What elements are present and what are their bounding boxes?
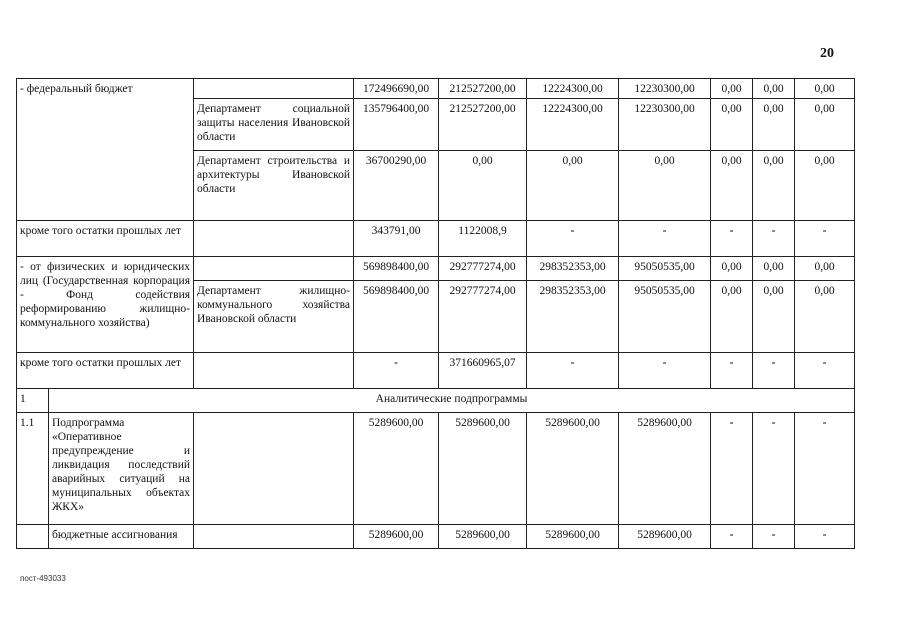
table-row bbox=[17, 525, 855, 549]
section-title: Аналитические подпрограммы bbox=[49, 389, 855, 413]
value-cell: - bbox=[527, 353, 619, 389]
value-cell: 0,00 bbox=[439, 151, 527, 221]
value-cell: 0,00 bbox=[753, 257, 795, 281]
value-cell: 292777274,00 bbox=[439, 257, 527, 281]
value-cell: - bbox=[354, 353, 439, 389]
value-cell: 0,00 bbox=[795, 99, 855, 151]
dept-cell bbox=[194, 413, 354, 525]
row-label: кроме того остатки прошлых лет bbox=[17, 221, 194, 257]
value-cell: 5289600,00 bbox=[439, 413, 527, 525]
value-cell: 212527200,00 bbox=[439, 79, 527, 99]
value-cell: 5289600,00 bbox=[354, 413, 439, 525]
table-row bbox=[17, 413, 855, 525]
value-cell: 5289600,00 bbox=[527, 413, 619, 525]
row-label: - от физических и юридических лиц (Государственная корпорация - Фонд содействия реформированию жилищно-коммунального хозяйства) bbox=[17, 257, 194, 353]
value-cell: 0,00 bbox=[795, 281, 855, 353]
value-cell: 95050535,00 bbox=[619, 281, 711, 353]
value-cell: 12230300,00 bbox=[619, 99, 711, 151]
dept-cell: Департамент социальной защиты населения Ивановской области bbox=[194, 99, 354, 151]
value-cell: 0,00 bbox=[711, 99, 753, 151]
value-cell: - bbox=[795, 221, 855, 257]
row-label: кроме того остатки прошлых лет bbox=[17, 353, 194, 389]
dept-cell bbox=[194, 79, 354, 99]
value-cell: 1122008,9 bbox=[439, 221, 527, 257]
dept-cell: Департамент жилищно-коммунального хозяйства Ивановской области bbox=[194, 281, 354, 353]
value-cell: 0,00 bbox=[711, 79, 753, 99]
table-row bbox=[17, 221, 855, 257]
dept-cell bbox=[194, 221, 354, 257]
value-cell: 0,00 bbox=[753, 79, 795, 99]
value-cell: 172496690,00 bbox=[354, 79, 439, 99]
value-cell: 569898400,00 bbox=[354, 257, 439, 281]
value-cell: 135796400,00 bbox=[354, 99, 439, 151]
value-cell: - bbox=[795, 353, 855, 389]
value-cell: 95050535,00 bbox=[619, 257, 711, 281]
row-label: - федеральный бюджет bbox=[17, 79, 194, 221]
value-cell: - bbox=[619, 221, 711, 257]
value-cell: 0,00 bbox=[795, 257, 855, 281]
table-row bbox=[17, 257, 855, 281]
value-cell: 0,00 bbox=[753, 99, 795, 151]
value-cell: 292777274,00 bbox=[439, 281, 527, 353]
row-label: бюджетные ассигнования bbox=[49, 525, 194, 549]
value-cell: - bbox=[711, 221, 753, 257]
value-cell: 0,00 bbox=[711, 281, 753, 353]
value-cell: 0,00 bbox=[795, 79, 855, 99]
value-cell: 212527200,00 bbox=[439, 99, 527, 151]
value-cell: 12230300,00 bbox=[619, 79, 711, 99]
dept-cell bbox=[194, 353, 354, 389]
value-cell: - bbox=[795, 413, 855, 525]
value-cell: 298352353,00 bbox=[527, 281, 619, 353]
value-cell: 343791,00 bbox=[354, 221, 439, 257]
value-cell: 5289600,00 bbox=[527, 525, 619, 549]
document-code: пост-493033 bbox=[20, 574, 66, 583]
value-cell: 298352353,00 bbox=[527, 257, 619, 281]
value-cell: 371660965,07 bbox=[439, 353, 527, 389]
value-cell: 36700290,00 bbox=[354, 151, 439, 221]
value-cell: 569898400,00 bbox=[354, 281, 439, 353]
table-row bbox=[17, 389, 855, 413]
table-row bbox=[17, 353, 855, 389]
subprogram-number: 1.1 bbox=[17, 413, 49, 525]
value-cell: - bbox=[527, 221, 619, 257]
budget-table bbox=[16, 78, 855, 549]
value-cell: - bbox=[711, 525, 753, 549]
dept-cell bbox=[194, 257, 354, 281]
value-cell: - bbox=[711, 413, 753, 525]
section-number: 1 bbox=[17, 389, 49, 413]
value-cell: 0,00 bbox=[753, 151, 795, 221]
empty-cell bbox=[17, 525, 49, 549]
dept-cell: Департамент строительства и архитектуры Ивановской области bbox=[194, 151, 354, 221]
value-cell: - bbox=[753, 413, 795, 525]
value-cell: - bbox=[795, 525, 855, 549]
page-number: 20 bbox=[820, 46, 834, 61]
dept-cell bbox=[194, 525, 354, 549]
table-row bbox=[17, 79, 855, 99]
value-cell: 12224300,00 bbox=[527, 99, 619, 151]
value-cell: - bbox=[753, 353, 795, 389]
value-cell: 5289600,00 bbox=[619, 525, 711, 549]
value-cell: 0,00 bbox=[711, 257, 753, 281]
value-cell: - bbox=[711, 353, 753, 389]
value-cell: 0,00 bbox=[711, 151, 753, 221]
value-cell: 5289600,00 bbox=[619, 413, 711, 525]
subprogram-label: Подпрограмма «Оперативное предупреждение и ликвидация последствий аварийных ситуаций на муниципальных объектах ЖКХ» bbox=[49, 413, 194, 525]
value-cell: - bbox=[619, 353, 711, 389]
value-cell: 0,00 bbox=[527, 151, 619, 221]
value-cell: - bbox=[753, 525, 795, 549]
value-cell: 0,00 bbox=[753, 281, 795, 353]
value-cell: 5289600,00 bbox=[354, 525, 439, 549]
value-cell: - bbox=[753, 221, 795, 257]
value-cell: 0,00 bbox=[619, 151, 711, 221]
value-cell: 0,00 bbox=[795, 151, 855, 221]
value-cell: 5289600,00 bbox=[439, 525, 527, 549]
value-cell: 12224300,00 bbox=[527, 79, 619, 99]
